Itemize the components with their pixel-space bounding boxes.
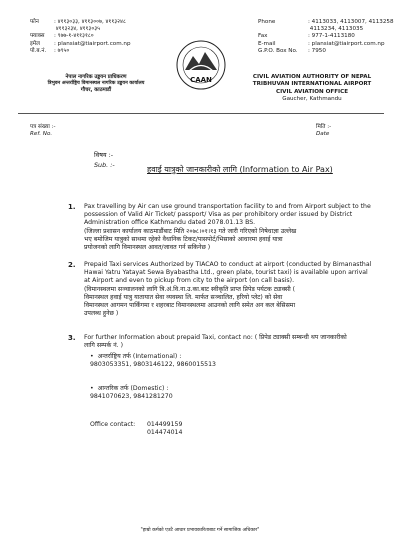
international-numbers: 9803053351, 9803146122, 9860015513 [90,361,216,369]
office-line: TRIBHUVAN INTERNATIONAL AIRPORT [252,81,372,88]
left-contact-value: : ७९५० [54,47,70,54]
item-line: उपलब्ध हुनेछ ) [84,310,119,318]
office-line: गौचर, काठमाडौं [80,87,112,94]
right-contact-label: G.P.O. Box No. [258,47,298,54]
item-line: possession of Valid Air Ticket/ passport/ Visa as per prohibitory order issued by District [84,211,353,219]
right-contact-value: 4113234, 4113035 [308,26,364,33]
international-contacts [90,353,216,369]
right-office-name [232,74,392,104]
item-number: 2. [68,261,76,269]
international-label: अन्तर्राष्ट्रिय तर्फ (International) : [97,353,182,360]
item-line: at Airport and even to pickup from city to the airport (on call basis). [84,277,295,285]
subject-text: हवाई यात्रुको जानकारीको लागि (Information to Air Pax) [147,165,333,174]
left-contact-label: इमेल [30,40,40,47]
subject-labels [94,150,115,170]
date-block [316,124,331,138]
right-contact-line [258,48,394,55]
right-contact-label: Fax [258,33,268,40]
international-row [90,353,216,361]
office-number: 014499159 [147,421,183,428]
office-line: त्रिभुवन अन्तर्राष्ट्रिय विमानस्थल नागरिक उड्डयन कार्यालय [47,80,145,86]
date-label-np: मिति :- [316,124,332,130]
left-contact-line [30,41,131,48]
right-contact-value: : 4113033, 4113007, 4113258 [308,19,394,25]
item-line: लागि सम्पर्क नं. ) [84,342,124,350]
item-line: भए बमोजिम यात्रुको साथमा रहेको वैधानिक टिकट/पासपोर्ट/भिसाको आधारमा हवाई यात्रा [84,235,283,243]
office-numbers [147,421,182,437]
office-line: CIVIL AVIATION AUTHORITY OF NEPAL [252,74,372,80]
item-line: (जिल्ला प्रशासन कार्यालय काठमाडौंबाट मिति २०७८।०१।१३ गते जारी गरिएको निषेधाज्ञा उल्लेख [84,227,297,235]
logo-text: CAAN [190,76,212,84]
footer-motto: "हाम्रो कर्मको एउटै आधार प्रभावकारिताबाट गर्ने सामाजिक अधिकार" [140,528,260,533]
office-line: नेपाल नागरिक उड्डयन प्राधिकरण [65,74,127,80]
item-line: Pax travelling by Air can use ground transportation facility to and from Airport subject to the [84,203,371,210]
right-contact-line [258,26,394,33]
domestic-contacts [90,385,173,401]
right-contact-block [258,19,394,55]
right-contact-line [258,19,394,26]
ref-block [30,124,55,138]
left-contact-line [30,19,131,26]
item-2-text [84,261,384,318]
item-line: For further Information about prepaid Taxi, contact no: ( प्रिपेड ट्याक्सी सम्बन्धी थप जानकारीको [84,334,347,341]
caan-logo [175,38,227,92]
item-line: विमानस्थल हवाई यात्रु यातायात सेवा व्यवस्था लि. मार्फत सञ्चालित, हरियो प्लेट) को सेवा [84,293,283,301]
ref-label-np: पत्र संख्या :- [30,124,56,130]
item-number: 3. [68,334,76,342]
item-line: Administration office Kathmandu dated 2078.01.13 BS. [84,219,256,227]
left-contact-label: पो.ब.नं. [30,47,47,54]
item-line: Hawai Yatru Yatayat Sewa Byabastha Ltd., green plate, tourist taxi) is available upon arrival [84,269,368,277]
domestic-label: आन्तरिक तर्फ (Domestic) : [97,385,169,392]
item-line: Prepaid Taxi services Authorized by TIACAO to conduct at airport (conducted by Bimanasthal [84,261,372,268]
left-contact-line [30,26,131,33]
office-line: CIVIL AVIATION OFFICE [275,88,349,95]
left-contact-label: फोन [30,19,39,25]
right-contact-value: : 7950 [308,47,326,54]
bullet-icon: • [90,385,98,392]
right-contact-line [258,33,394,40]
office-line: Gaucher, Kathmandu [282,96,342,103]
domestic-numbers: 9841070623, 9841281270 [90,393,173,401]
right-contact-line [258,41,394,48]
bullet-icon: • [90,353,98,360]
item-line: (विमानस्थलमा सञ्चालनको लागि त्रि.अं.वि.ना.उ.का.बाट स्वीकृति प्राप्त प्रिपेड पर्यटक ट्याक्सी ( [84,285,296,293]
left-contact-value: : ४११३०३३, ४११३००७, ४११३२४८ [54,19,126,25]
left-contact-value: : ९७७-१-४११३१८० [54,33,94,40]
left-contact-block [30,19,131,55]
item-line: विमानस्थल आगमन पार्किंगमा र शहरबाट विमानस्थलमा आउनको लागि समेत अन कल बेसिसमा [84,302,296,310]
office-number: 014474014 [147,429,183,437]
item-number: 1. [68,203,76,211]
item-line: प्रयोजनको लागि विमानस्थल आवत/जावत गर्न सकिनेछ ) [84,244,211,252]
subject-label-np: विषय :- [94,151,114,159]
item-1-text [84,203,384,252]
ref-label-en: Ref. No. [30,131,53,138]
header-divider [18,113,384,114]
right-contact-value: : plansiat@tiairport.com.np [308,40,385,47]
right-contact-label: E-mail [258,40,276,47]
left-contact-value: ४११३२३४, ४११३०३५ [54,26,101,33]
date-label-en: Date [316,131,330,138]
office-contacts [90,421,135,429]
domestic-row [90,385,173,393]
right-contact-label: Phone [258,19,276,25]
left-contact-label: फ्याक्स [30,33,45,40]
left-contact-line [30,48,131,55]
left-contact-value: : plansiat@tiairport.com.np [54,40,131,47]
office-contact-label: Office contact: [90,421,136,428]
caan-logo-icon [175,38,227,92]
left-office-name [26,74,166,94]
item-3-text [84,334,384,350]
right-contact-value: : 977-1-4113180 [308,33,355,40]
left-contact-line [30,33,131,40]
subject-label-en: Sub. :- [94,161,115,169]
